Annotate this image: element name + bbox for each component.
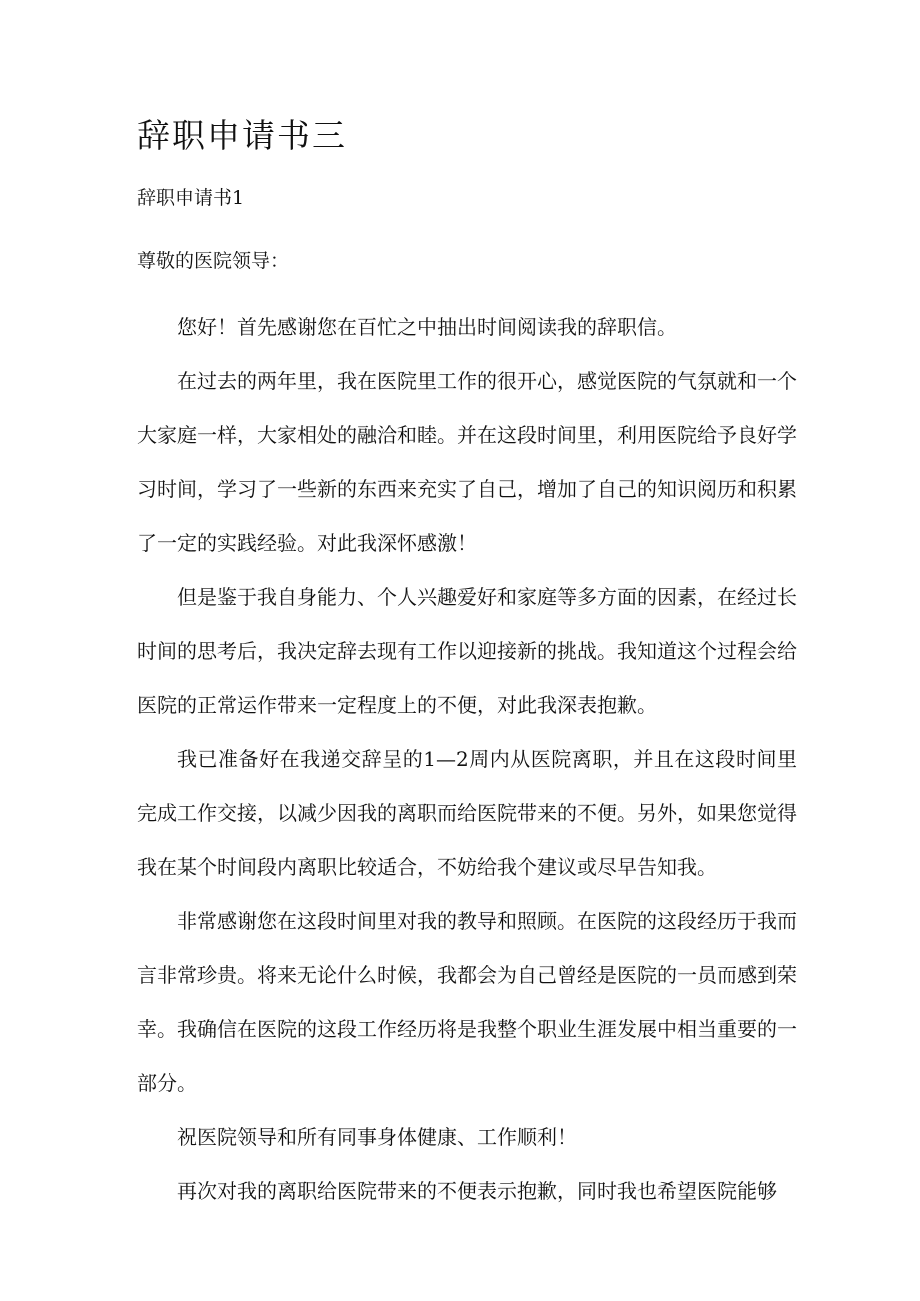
salutation: 尊敬的医院领导： [137, 250, 290, 272]
document-title: 辞职申请书三 [137, 116, 347, 155]
paragraph-handover: 我已准备好在我递交辞呈的1—2周内从医院离职，并且在这段时间里完成工作交接，以减少因我的离职而给医院带来的不便。另外，如果您觉得我在某个时间段内离职比较适合，不妨给我个建议或尽早告知我。 [137, 747, 797, 879]
paragraph-gratitude: 在过去的两年里，我在医院里工作的很开心，感觉医院的气氛就和一个大家庭一样，大家相处的融洽和睦。并在这段时间里，利用医院给予良好学习时间，学习了一些新的东西来充实了自己，增加了自己的知识阅历和积累了一定的实践经验。对此我深怀感激！ [137, 369, 797, 555]
paragraph-apology: 再次对我的离职给医院带来的不便表示抱歉，同时我也希望医院能够 [177, 1179, 777, 1203]
paragraph-greeting: 您好！首先感谢您在百忙之中抽出时间阅读我的辞职信。 [177, 315, 677, 339]
paragraph-reason: 但是鉴于我自身能力、个人兴趣爱好和家庭等多方面的因素，在经过长时间的思考后，我决定辞去现有工作以迎接新的挑战。我知道这个过程会给医院的正常运作带来一定程度上的不便，对此我深表抱歉。 [137, 585, 797, 717]
paragraph-thanks: 非常感谢您在这段时间里对我的教导和照顾。在医院的这段经历于我而言非常珍贵。将来无论什么时候，我都会为自己曾经是医院的一员而感到荣幸。我确信在医院的这段工作经历将是我整个职业生涯发展中相当重要的一部分。 [137, 909, 797, 1095]
paragraph-wishes: 祝医院领导和所有同事身体健康、工作顺利！ [177, 1125, 577, 1149]
document-subtitle: 辞职申请书1 [137, 187, 245, 209]
